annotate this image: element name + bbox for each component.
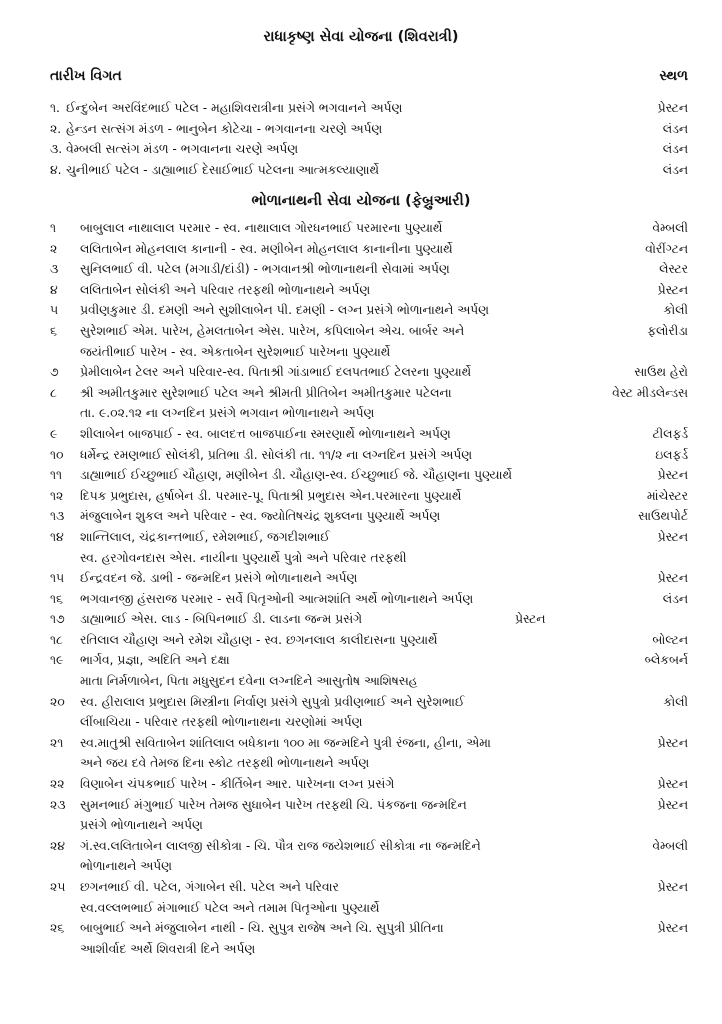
list-item	[0, 240, 722, 261]
entry-place: પ્રેસ્ટન	[657, 529, 688, 544]
list-item	[0, 693, 722, 714]
entry-place: ફલોરીડા	[647, 323, 688, 338]
entry-number: ૯	[50, 426, 58, 441]
list-item	[0, 878, 722, 899]
list-item	[0, 99, 722, 120]
page-title: રાધાકૃષ્ણ સેવા યોજના (શિવરાત્રી)	[263, 29, 459, 45]
list-item-continuation	[0, 816, 722, 837]
entry-place: લંડન	[662, 142, 688, 157]
list-item	[0, 631, 722, 652]
entry-place: પ્રેસ્ટન	[657, 735, 688, 750]
entry-number: ૨૨	[50, 777, 65, 792]
entry-text: લલિતાબેન મોહનલાલ કાનાની - સ્વ. મણીબેન મોહનલાલ કાનાનીના પુણ્યાર્થે	[80, 241, 453, 256]
entry-place: લેસ્ટર	[659, 262, 688, 277]
entry-number: ૨૦	[50, 694, 65, 709]
entry-text: શીલાબેન બાજપાઈ - સ્વ. બાલદત્ત બાજપાઈના સ્મરણાર્થે ભોળાનાથને અર્પણ	[80, 426, 451, 441]
entry-text: સુમનભાઈ મંગુભાઈ પારેખ તેમજ સુધાબેન પારેખ તરફથી ચિ. પંકજના જન્મદિન	[80, 797, 467, 812]
entry-place: બ્લેકબર્ન	[644, 653, 688, 668]
list-item-continuation	[0, 404, 722, 425]
entry-text-continued: જયંતીભાઈ પારેખ - સ્વ. એકતાબેન સુરેશભાઈ પારેખના પુણ્યાર્થે	[80, 344, 391, 359]
shivratri-list	[0, 99, 722, 181]
entry-place: પ્રેસ્ટન	[657, 282, 688, 297]
list-item	[0, 507, 722, 528]
entry-place: લંડન	[662, 591, 688, 606]
list-item	[0, 301, 722, 322]
entry-text: ચુનીભાઈ પટેલ - ડાહ્યાભાઈ દેસાઈભાઈ પટેલના આત્મકલ્યાણાર્થે	[66, 162, 379, 177]
entry-text-continued: સ્વ.વલ્લભભાઈ મંગાભાઈ પટેલ અને તમામ પિતૃઓના પુણ્યાર્થે	[80, 900, 380, 915]
entry-place: પ્રેસ્ટન	[657, 571, 688, 586]
entry-number: ૧.	[50, 101, 60, 115]
list-item-continuation	[0, 343, 722, 364]
bholanath-list	[0, 219, 722, 960]
entry-number: ૧૯	[50, 653, 64, 668]
list-item	[0, 569, 722, 590]
entry-number: ૨૫	[50, 880, 66, 894]
entry-place: સાઉથપોર્ટ	[638, 509, 688, 524]
list-item	[0, 610, 722, 631]
entry-text: સુરેશભાઈ એમ. પારેખ, હેમલતાબેન એસ. પારેખ, કપિલાબેન એચ. બાર્બર અને	[80, 323, 465, 338]
list-item-continuation	[0, 672, 722, 693]
list-item	[0, 446, 722, 467]
entry-text-continued: માતા નિર્મળાબેન, પિતા મધુસુદન દવેના લગ્નદિને આસુતોષ આશિષસહ	[80, 674, 418, 689]
entry-text: દિપક પ્રભુદાસ, હર્ષાબેન ડી. પરમાર-પૂ. પિતાશ્રી પ્રભુદાસ એન.પરમારના પુણ્યાર્થે	[80, 488, 462, 503]
entry-number: ૪	[50, 282, 58, 297]
list-item	[0, 837, 722, 858]
entry-text: રતિલાલ ચૌહાણ અને રમેશ ચૌહાણ - સ્વ. છગનલાલ કાલીદાસના પુણ્યાર્થે	[80, 632, 438, 647]
entry-text: ધર્મેન્દ્ર રમણભાઈ સોલંકી, પ્રતિભા ડી. સોલંકી તા. ૧૧/૨ ના લગ્નદિન પ્રસંગે અર્પણ	[80, 447, 472, 462]
list-item	[0, 651, 722, 672]
entry-number: ૧૪	[50, 529, 64, 544]
list-item-continuation	[0, 857, 722, 878]
entry-number: ૭	[50, 365, 59, 380]
entry-place: ઇલફર્ડ	[655, 447, 688, 462]
list-item-continuation	[0, 754, 722, 775]
entry-text: ઈન્દુબેન અરવિંદભાઈ પટેલ - મહાશિવરાત્રીના પ્રસંગે ભગવાનને અર્પણ	[66, 101, 403, 115]
list-item	[0, 219, 722, 240]
entry-place: લંડન	[662, 162, 688, 177]
entry-text-continued: તા. ૯.૦૨.૧૨ ના લગ્નદિન પ્રસંગે ભગવાન ભોળાનાથને અર્પણ	[80, 406, 375, 421]
list-item	[0, 796, 722, 817]
entry-number: ૪.	[50, 162, 62, 177]
entry-text: સ્વ. હીરાલાલ પ્રભુદાસ મિસ્ત્રીના નિર્વાણ પ્રસંગે સુપુત્રો પ્રવીણભાઈ અને સુરેશભાઈ	[80, 694, 465, 709]
entry-number: ૩.	[50, 142, 63, 157]
entry-number: ૩	[50, 262, 59, 277]
entry-text: હેન્ડન સત્સંગ મંડળ - ભાનુબેન કોટેચા - ભગવાનના ચરણે અર્પણ	[66, 121, 383, 136]
list-item	[0, 466, 722, 487]
entry-number: ૨.	[50, 121, 62, 136]
entry-text-continued: લીંબાચિયા - પરિવાર તરફથી ભોળાનાથના ચરણોમાં અર્પણ	[80, 715, 363, 730]
column-header-date-detail: તારીખ વિગત	[50, 68, 122, 84]
entry-text: ડાહ્યાભાઈ ઈચ્છુભાઈ ચૌહાણ, મણીબેન ડી. ચૌહાણ-સ્વ. ઈચ્છુભાઈ જે. ચૌહાણના પુણ્યાર્થે	[80, 468, 512, 483]
entry-number: ૫	[50, 303, 59, 318]
entry-place: માંચેસ્ટર	[646, 488, 688, 503]
entry-text: લલિતાબેન સોલંકી અને પરિવાર તરફથી ભોળાનાથને અર્પણ	[80, 282, 371, 297]
list-item	[0, 161, 722, 182]
entry-place: બોલ્ટન	[652, 632, 688, 647]
entry-number: ૧૧	[50, 468, 63, 483]
entry-number: ૧	[50, 221, 57, 235]
list-item	[0, 363, 722, 384]
list-item	[0, 919, 722, 940]
column-header-place: સ્થળ	[659, 68, 688, 84]
list-item-continuation	[0, 899, 722, 920]
entry-text: બાબુલાલ નાથાલાલ પરમાર - સ્વ. નાથાલાલ ગોરધનભાઈ પરમારના પુણ્યાર્થે	[80, 221, 443, 235]
list-item	[0, 140, 722, 161]
entry-text: ડાહ્યાભાઈ એસ. લાડ - બિપિનભાઈ ડી. લાડના જન્મ પ્રસંગે	[80, 612, 363, 627]
entry-number: ૨૩	[50, 797, 66, 812]
entry-text: ગં.સ્વ.લલિતાબેન લાલજી સીકોત્રા - ચિ. પૌત્ર રાજ જયેશભાઈ સીકોત્રા ના જન્મદિને	[80, 838, 481, 853]
list-item	[0, 528, 722, 549]
entry-number: ૨૬	[50, 921, 65, 936]
entry-text: ભાર્ગવ, પ્રજ્ઞા, અદિતિ અને દક્ષા	[80, 653, 230, 668]
list-item	[0, 281, 722, 302]
entry-number: ૧૨	[50, 488, 64, 503]
entry-place: લંડન	[662, 121, 688, 136]
entry-number: ૮	[50, 385, 57, 400]
list-item	[0, 775, 722, 796]
entry-number: ૧૦	[50, 447, 64, 462]
entry-text-continued: અને જય દવે તેમજ દિના સ્કોટ તરફથી ભોળાનાથને અર્પણ	[80, 756, 370, 771]
entry-number: ૨૪	[50, 838, 65, 853]
entry-place: ટીલફર્ડ	[652, 426, 688, 441]
list-item-continuation	[0, 549, 722, 570]
entry-text: વેમ્બલી સત્સંગ મંડળ - ભગવાનના ચરણે અર્પણ	[66, 142, 299, 157]
entry-number: ૧૭	[50, 612, 65, 627]
entry-number: ૨	[50, 241, 58, 256]
entry-text: બાબુભાઈ અને મંજુલાબેન નાથી - ચિ. સુપુત્ર રાજેષ અને ચિ. સુપુત્રી પ્રીતિના	[80, 921, 444, 936]
entry-text: પ્રવીણકુમાર ડી. દમણી અને સુશીલાબેન પી. દમણી - લગ્ન પ્રસંગે ભોળાનાથને અર્પણ	[80, 303, 489, 318]
list-item	[0, 590, 722, 611]
entry-text: છગનભાઈ વી. પટેલ, ગંગાબેન સી. પટેલ અને પરિવાર	[80, 880, 339, 894]
list-item	[0, 425, 722, 446]
entry-text: શ્રી અમીતકુમાર સુરેશભાઈ પટેલ અને શ્રીમતી પ્રીતિબેન અમીતકુમાર પટેલના	[80, 385, 452, 400]
list-item-continuation	[0, 940, 722, 961]
entry-text: મંજુલાબેન શુકલ અને પરિવાર - સ્વ. જ્યોતિષચંદ્ર શુક્લના પુણ્યાર્થે અર્પણ	[80, 509, 441, 524]
entry-place: વેમ્બલી	[652, 221, 688, 235]
entry-place: પ્રેસ્ટન	[657, 797, 688, 812]
entry-text: ભગવાનજી હંસરાજ પરમાર - સર્વે પિતૃઓની આત્મશાંતિ અર્થે ભોળાનાથને અર્પણ	[80, 591, 474, 606]
entry-place: પ્રેસ્ટન	[657, 880, 688, 894]
list-item	[0, 322, 722, 343]
entry-text-continued: ભોળાનાથને અર્પણ	[80, 859, 172, 874]
entry-place: પ્રેસ્ટન	[657, 921, 688, 936]
entry-number: ૨૧	[50, 735, 64, 750]
entry-text: ઈન્દ્રવદન જે. ડાભી - જન્મદિન પ્રસંગે ભોળાનાથને અર્પણ	[80, 571, 358, 586]
entry-place: પ્રેસ્ટન	[657, 101, 688, 115]
entry-place: વોરીંગ્ટન	[645, 241, 688, 256]
entry-number: ૧૩	[50, 509, 65, 524]
entry-text: સ્વ.માતુશ્રી સવિતાબેન શાંતિલાલ બધેકાના ૧૦૦ મા જન્મદિને પુત્રી રંજના, હીના, એમા	[80, 735, 491, 750]
entry-text: વિણાબેન ચંપકભાઈ પારેખ - કીર્તિબેન આર. પારેખના લગ્ન પ્રસંગે	[80, 777, 395, 792]
entry-text: સુનિલભાઈ વી. પટેલ (મગાડી/દાંડી) - ભગવાનશ્રી ભોળાનાથની સેવામાં અર્પણ	[80, 262, 450, 277]
list-item	[0, 487, 722, 508]
list-item	[0, 384, 722, 405]
list-item-continuation	[0, 713, 722, 734]
entry-place: કોલી	[663, 694, 688, 709]
list-item	[0, 260, 722, 281]
entry-place: વેસ્ટ મીડલેન્ડસ	[612, 385, 688, 400]
entry-text: શાન્તિલાલ, ચંદ્રકાન્તભાઈ, રમેશભાઈ, જગદીશભાઈ	[80, 529, 330, 544]
entry-number: ૧૮	[50, 632, 63, 647]
entry-number: ૧૬	[50, 591, 63, 606]
list-item	[0, 120, 722, 141]
entry-place: સાઉથ હેરો	[634, 365, 688, 380]
entry-number: ૬	[50, 323, 57, 338]
entry-place: કોલી	[663, 303, 688, 318]
entry-text-continued: સ્વ. હરગોવનદાસ એસ. નાયીના પુણ્યાર્થે પુત્રો અને પરિવાર તરફથી	[80, 550, 407, 565]
entry-place: પ્રેસ્ટન	[515, 612, 546, 627]
list-item	[0, 734, 722, 755]
entry-place: પ્રેસ્ટન	[657, 777, 688, 792]
entry-text-continued: આશીર્વાદ અર્થે શિવરાત્રી દિને અર્પણ	[80, 941, 256, 956]
entry-text: પ્રેમીલાબેન ટેલર અને પરિવાર-સ્વ. પિતાશ્રી ગાંડાભાઈ દલપતભાઈ ટેલરના પુણ્યાર્થે	[80, 365, 472, 380]
entry-place: પ્રેસ્ટન	[657, 468, 688, 483]
entry-text-continued: પ્રસંગે ભોળાનાથને અર્પણ	[80, 818, 203, 833]
entry-number: ૧૫	[50, 571, 65, 586]
entry-place: વેમ્બલી	[652, 838, 688, 853]
section-title: ભોળાનાથની સેવા યોજના (ફેબ્રુઆરી)	[251, 193, 471, 209]
